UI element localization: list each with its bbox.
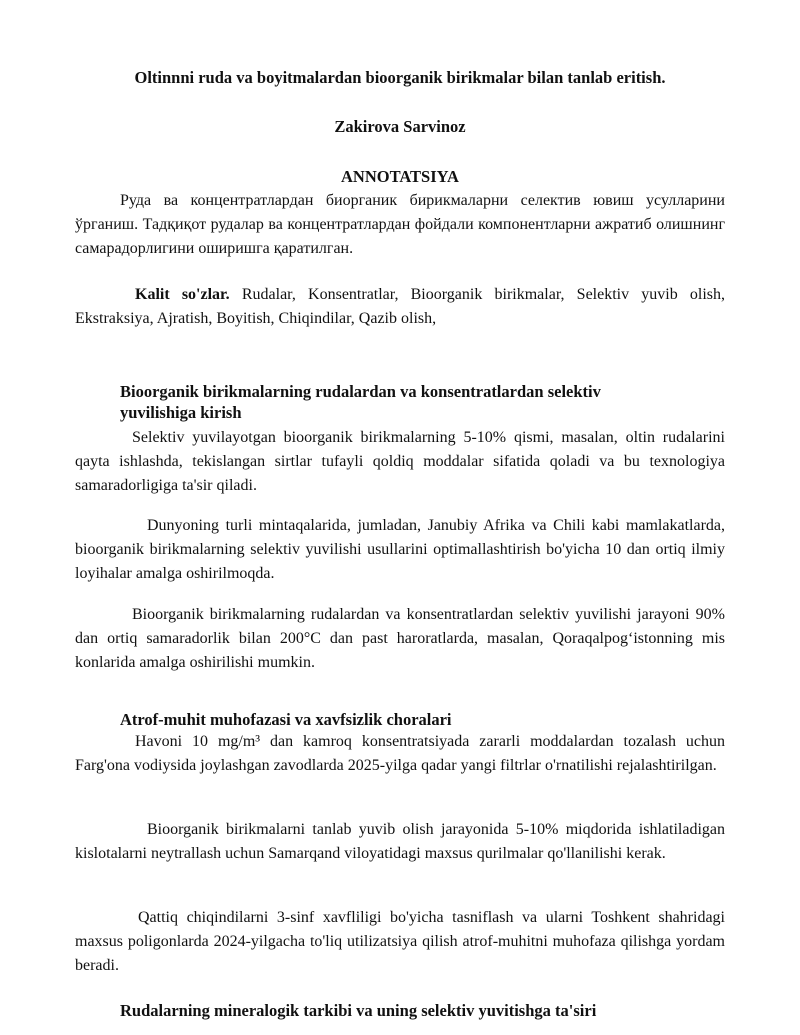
- annotation-heading: ANNOTATSIYA: [341, 167, 459, 186]
- section2-paragraph-2: Bioorganik birikmalarni tanlab yuvib olish jarayonida 5-10% miqdorida ishlatiladigan kislotalarni neytrallash uchun Samarqand viloyatidagi maxsus qurilmalar qo'llanilishi kerak.: [75, 821, 725, 862]
- keywords-paragraph: [75, 283, 725, 331]
- section3-heading: Rudalarning mineralogik tarkibi va uning selektiv yuvitishga ta'siri: [120, 1001, 597, 1020]
- section1-heading: Bioorganik birikmalarning rudalardan va konsentratlardan selektiv yuvilishiga kirish: [120, 382, 601, 422]
- annotation-text: Руда ва концентратлардан биорганик бирикмаларни селектив ювиш усулларини ўрганиш. Тадқиқот рудалар ва концентратлардан фойдали компонентларни ажратиб олишнинг самарадорлигини оширишга қаратилган.: [75, 192, 725, 257]
- author-name: Zakirova Sarvinoz: [334, 117, 466, 136]
- keywords-text: Rudalar, Konsentratlar, Bioorganik birikmalar, Selektiv yuvib olish, Ekstraksiya, Ajratish, Boyitish, Chiqindilar, Qazib olish,: [75, 286, 726, 327]
- section2-paragraph-1: Havoni 10 mg/m³ dan kamroq konsentratsiyada zararli moddalardan tozalash uchun Farg'ona vodiysida joylashgan zavodlarda 2025-yilga qadar yangi filtrlar o'rnatilishi rejalashtirilgan.: [75, 733, 725, 774]
- keywords-label: Kalit so'zlar.: [135, 286, 230, 303]
- section1-paragraph-1: Selektiv yuvilayotgan bioorganik birikmalarning 5-10% qismi, masalan, oltin rudalarini qayta ishlashda, tekislangan sirtlar tufayli qoldiq moddalar sifatida qoladi va bu texnologiya samaradorligiga ta'sir qiladi.: [75, 429, 725, 494]
- document-title: Oltinnni ruda va boyitmalardan bioorganik birikmalar bilan tanlab eritish.: [134, 68, 666, 87]
- section1-paragraph-2: Dunyoning turli mintaqalarida, jumladan, Janubiy Afrika va Chili kabi mamlakatlarda, bioorganik birikmalarning selektiv yuvilishi usullarini optimallashtirish bo'yicha 10 dan ortiq ilmiy loyihalar amalga oshirilmoqda.: [75, 517, 725, 582]
- section2-paragraph-3: Qattiq chiqindilarni 3-sinf xavfliligi bo'yicha tasniflash va ularni Toshkent shahridagi maxsus poligonlarda 2024-yilgacha to'liq utilizatsiya qilish atrof-muhitni muhofaza qilishga yordam beradi.: [75, 909, 725, 974]
- section2-heading: Atrof-muhit muhofazasi va xavfsizlik choralari: [120, 710, 452, 729]
- section1-paragraph-3: Bioorganik birikmalarning rudalardan va konsentratlardan selektiv yuvilishi jarayoni 90% dan ortiq samaradorlik bilan 200°C dan past haroratlarda, masalan, Qoraqalpog‘istonning mis konlarida amalga oshirilishi mumkin.: [75, 606, 725, 671]
